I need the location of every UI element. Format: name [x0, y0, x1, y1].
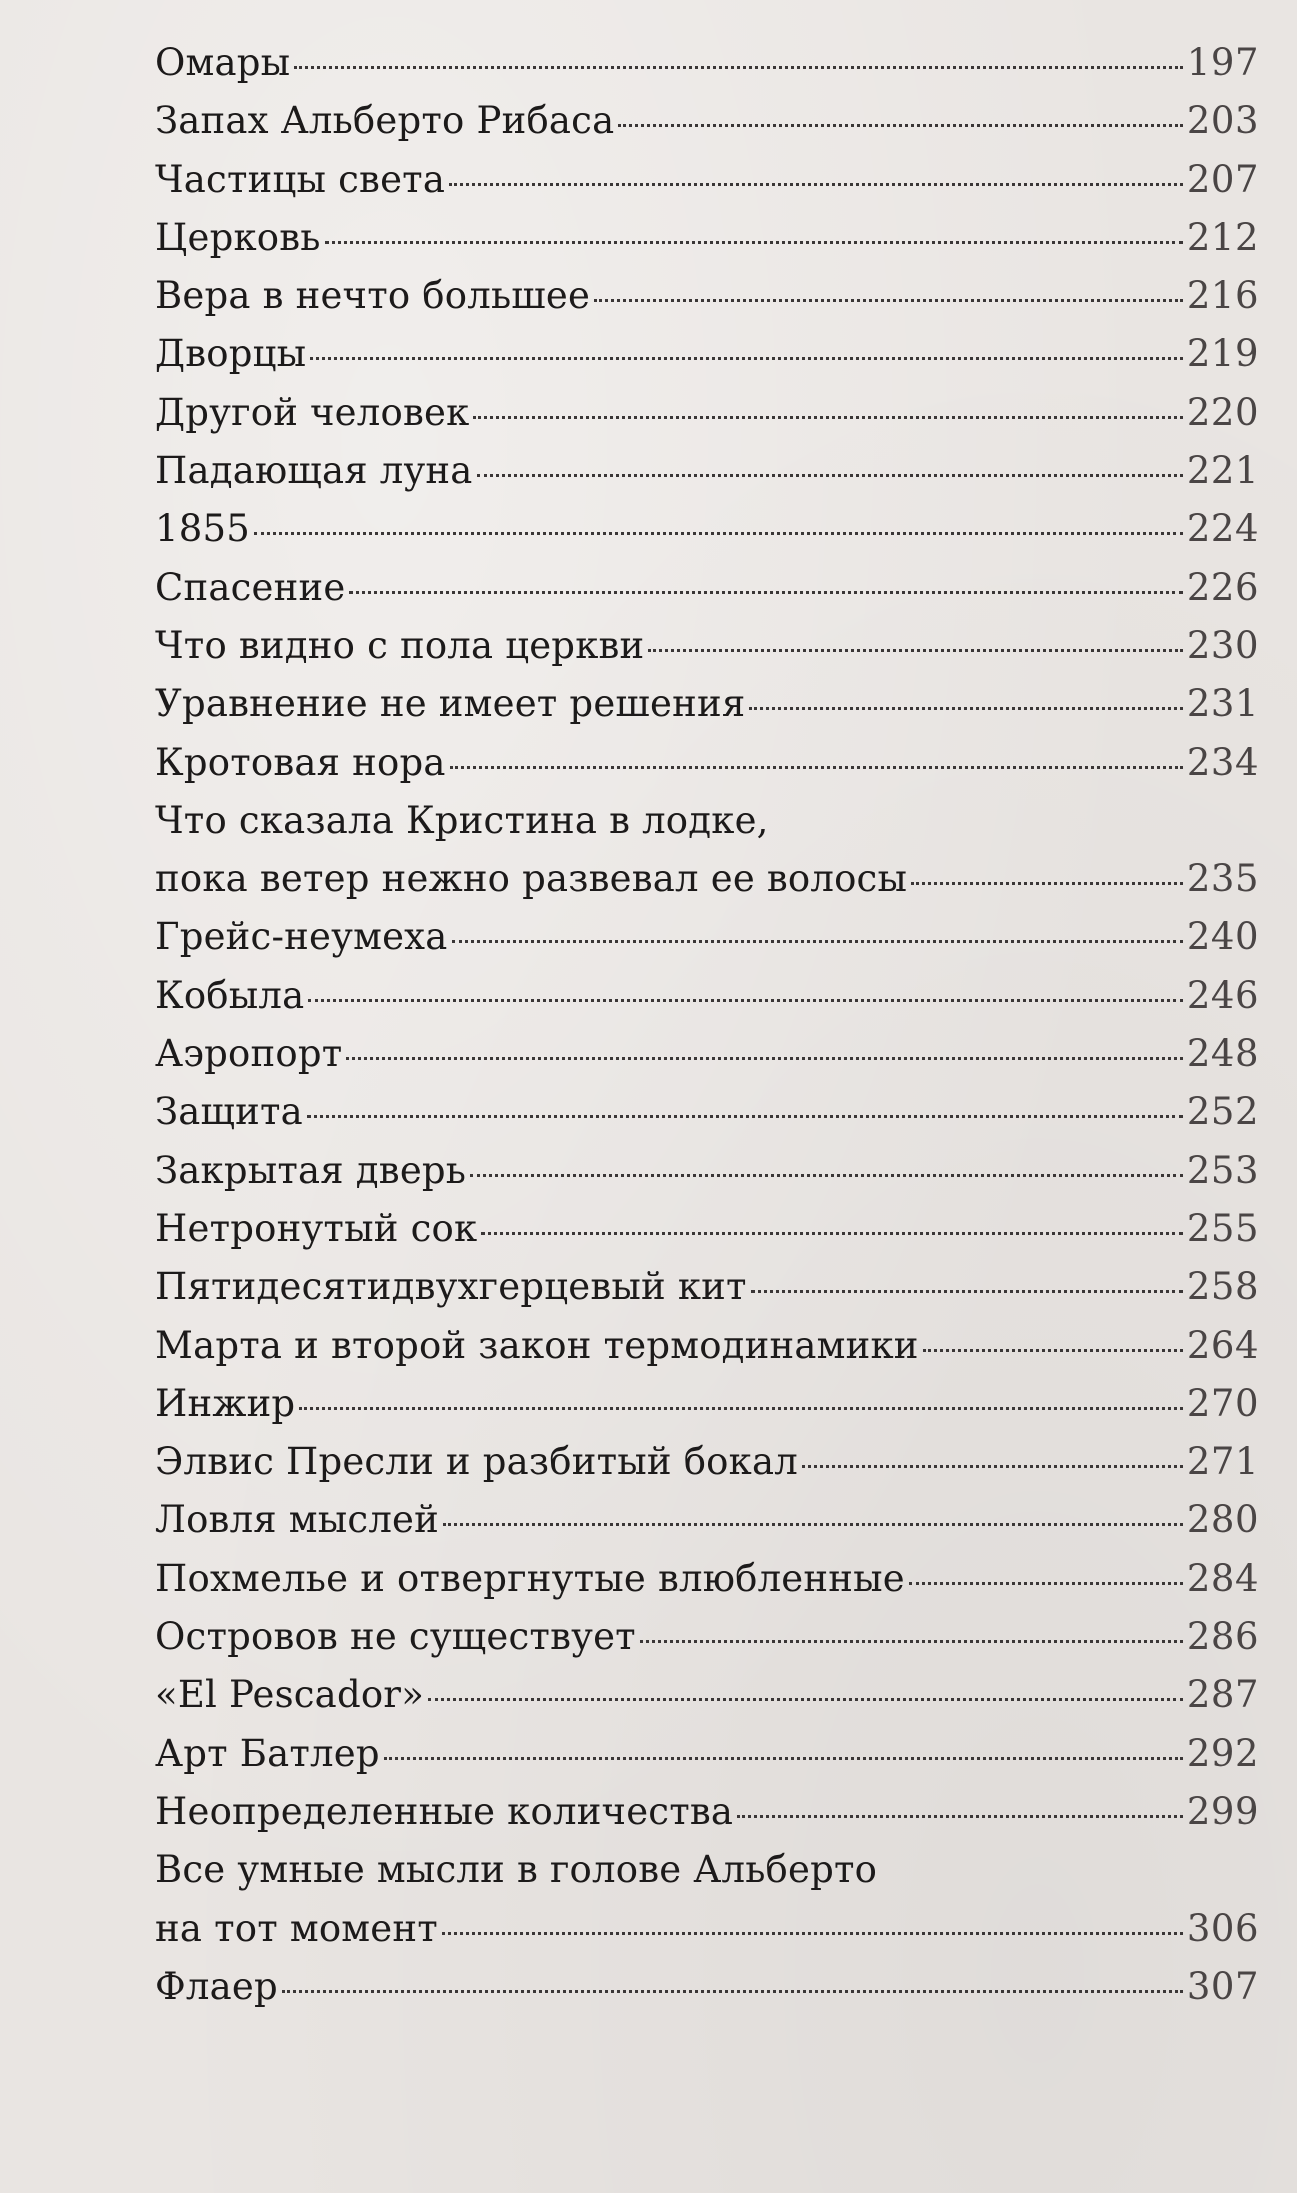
toc-entry	[155, 1258, 1259, 1316]
toc-title: Частицы света	[155, 157, 446, 201]
page-number: 299	[1186, 1789, 1259, 1833]
toc-entry	[155, 442, 1259, 500]
toc-title: Запах Альберто Рибаса	[155, 99, 615, 143]
toc-title: Уравнение не имеет решения	[155, 682, 746, 726]
toc-line	[155, 325, 1259, 383]
page-number: 252	[1186, 1090, 1259, 1134]
toc-entry	[155, 908, 1259, 966]
dot-leader	[473, 415, 1182, 419]
dot-leader	[428, 1697, 1183, 1701]
page-number: 287	[1186, 1673, 1259, 1717]
dot-leader	[254, 531, 1183, 535]
toc-entry	[155, 1666, 1259, 1724]
toc-line	[155, 1725, 1259, 1783]
toc-title: Все умные мысли в голове Альберто	[155, 1848, 878, 1892]
toc-entry	[155, 1433, 1259, 1491]
toc-title: Марта и второй закон термодинамики	[155, 1323, 919, 1367]
page-number: 255	[1186, 1206, 1259, 1250]
page-number: 292	[1186, 1731, 1259, 1775]
toc-entry	[155, 92, 1259, 150]
page-number: 207	[1186, 157, 1259, 201]
dot-leader	[594, 298, 1183, 302]
toc-title: Защита	[155, 1090, 303, 1134]
dot-leader	[443, 1522, 1183, 1526]
toc-title: Грейс-неумеха	[155, 915, 448, 959]
toc-line	[155, 384, 1259, 442]
toc-title: Омары	[155, 41, 291, 84]
toc-entry	[155, 1783, 1259, 1841]
toc-title: Островов не существует	[155, 1615, 636, 1659]
dot-leader	[481, 1231, 1183, 1235]
toc-entry	[155, 325, 1259, 383]
page-number: 306	[1186, 1906, 1259, 1950]
toc-line	[155, 1550, 1259, 1608]
toc-title: Ловля мыслей	[155, 1498, 440, 1542]
dot-leader	[294, 65, 1183, 69]
toc-entry	[155, 384, 1259, 442]
toc-entry	[155, 500, 1259, 558]
dot-leader	[618, 123, 1183, 127]
page-number: 270	[1186, 1381, 1259, 1425]
toc-line	[155, 209, 1259, 267]
toc-line	[155, 734, 1259, 792]
page-number: 226	[1186, 565, 1259, 609]
toc-title: Пятидесятидвухгерцевый кит	[155, 1265, 747, 1309]
toc-line	[155, 1317, 1259, 1375]
page-number: 246	[1186, 973, 1259, 1017]
toc-line	[155, 267, 1259, 325]
toc-entry	[155, 1608, 1259, 1666]
dot-leader	[648, 648, 1182, 652]
dot-leader	[449, 182, 1183, 186]
toc-title: Церковь	[155, 215, 321, 259]
dot-leader	[310, 356, 1183, 360]
page-number: 253	[1186, 1148, 1259, 1192]
toc-title: Падающая луна	[155, 449, 473, 493]
toc-entry	[155, 734, 1259, 792]
toc-title: Флаер	[155, 1964, 278, 2008]
dot-leader	[299, 1406, 1183, 1410]
page-number: 212	[1186, 215, 1259, 259]
toc-title: Что видно с пола церкви	[155, 623, 645, 667]
page-number: 307	[1186, 1964, 1259, 2008]
page-number: 280	[1186, 1498, 1259, 1542]
toc-entry	[155, 1200, 1259, 1258]
dot-leader	[909, 1581, 1183, 1585]
page-number: 248	[1186, 1032, 1259, 1076]
toc-title: Вера в нечто большее	[155, 274, 591, 318]
dot-leader	[640, 1639, 1183, 1643]
toc-title: Неопределенные количества	[155, 1789, 734, 1833]
toc-entry	[155, 1025, 1259, 1083]
toc-line	[155, 1783, 1259, 1841]
toc-entry	[155, 1375, 1259, 1433]
toc-title: Кротовая нора	[155, 740, 446, 784]
toc-entry	[155, 209, 1259, 267]
toc-line	[155, 967, 1259, 1025]
toc-line	[155, 1200, 1259, 1258]
toc-line	[155, 92, 1259, 150]
page-number: 231	[1186, 682, 1259, 726]
toc-entry	[155, 792, 1259, 909]
toc-entry	[155, 967, 1259, 1025]
dot-leader	[751, 1289, 1183, 1293]
toc-line	[155, 1958, 1259, 2016]
toc-line	[155, 675, 1259, 733]
page-number: 203	[1186, 99, 1259, 143]
toc-entry	[155, 151, 1259, 209]
page-number: 220	[1186, 390, 1259, 434]
dot-leader	[307, 1114, 1183, 1118]
toc-line	[155, 1900, 1259, 1958]
dot-leader	[308, 998, 1182, 1002]
toc-line	[155, 1375, 1259, 1433]
toc-entry	[155, 617, 1259, 675]
toc-entry	[155, 1550, 1259, 1608]
dot-leader	[802, 1464, 1183, 1468]
toc-line	[155, 1258, 1259, 1316]
page-number: 197	[1186, 41, 1259, 84]
toc-title: Кобыла	[155, 973, 305, 1017]
toc-line	[155, 1491, 1259, 1549]
toc-line	[155, 559, 1259, 617]
toc-line	[155, 1666, 1259, 1724]
toc-line	[155, 1142, 1259, 1200]
toc-title: Инжир	[155, 1381, 296, 1425]
toc-line	[155, 442, 1259, 500]
page-number: 284	[1186, 1556, 1259, 1600]
toc-entry	[155, 1317, 1259, 1375]
dot-leader	[911, 881, 1183, 885]
dot-leader	[349, 590, 1182, 594]
page-number: 258	[1186, 1265, 1259, 1309]
toc-line	[155, 1083, 1259, 1141]
toc-line	[155, 1025, 1259, 1083]
toc-title: Похмелье и отвергнутые влюбленные	[155, 1556, 905, 1600]
dot-leader	[477, 473, 1183, 477]
dot-leader	[737, 1814, 1183, 1818]
toc-title: Нетронутый сок	[155, 1206, 478, 1250]
page-number: 216	[1186, 274, 1259, 318]
toc-title: на тот момент	[155, 1906, 438, 1950]
toc-title: Другой человек	[155, 390, 470, 434]
toc-title: Спасение	[155, 565, 346, 609]
toc-line	[155, 850, 1259, 908]
toc-title: Дворцы	[155, 332, 307, 376]
dot-leader	[442, 1931, 1183, 1935]
toc-entry	[155, 1841, 1259, 1958]
toc-line	[155, 908, 1259, 966]
dot-leader	[450, 765, 1183, 769]
toc-line	[155, 792, 1259, 850]
toc-title: Что сказала Кристина в лодке,	[155, 798, 769, 842]
page-number: 230	[1186, 623, 1259, 667]
toc-title: пока ветер нежно развевал ее волосы	[155, 857, 908, 901]
toc-line	[155, 151, 1259, 209]
page-number: 219	[1186, 332, 1259, 376]
toc-line	[155, 617, 1259, 675]
toc-title: Элвис Пресли и разбитый бокал	[155, 1440, 798, 1484]
toc-title: 1855	[155, 507, 250, 551]
toc-entry	[155, 1142, 1259, 1200]
toc-title: «El Pescador»	[155, 1673, 425, 1717]
toc-line	[155, 500, 1259, 558]
toc-entry	[155, 675, 1259, 733]
toc-entry	[155, 1491, 1259, 1549]
toc-line	[155, 34, 1259, 92]
toc-line	[155, 1608, 1259, 1666]
dot-leader	[470, 1173, 1183, 1177]
page-number: 234	[1186, 740, 1259, 784]
table-of-contents	[155, 34, 1259, 2016]
page-number: 271	[1186, 1440, 1259, 1484]
toc-entry	[155, 559, 1259, 617]
toc-entry	[155, 1083, 1259, 1141]
page-number: 224	[1186, 507, 1259, 551]
page-number: 240	[1186, 915, 1259, 959]
dot-leader	[325, 240, 1183, 244]
toc-title: Арт Батлер	[155, 1731, 380, 1775]
page-number: 264	[1186, 1323, 1259, 1367]
toc-entry	[155, 34, 1259, 92]
dot-leader	[749, 706, 1183, 710]
page-number: 221	[1186, 449, 1259, 493]
dot-leader	[346, 1056, 1182, 1060]
page-number: 286	[1186, 1615, 1259, 1659]
toc-entry	[155, 1958, 1259, 2016]
toc-title: Закрытая дверь	[155, 1148, 467, 1192]
dot-leader	[452, 939, 1183, 943]
page-number: 235	[1186, 857, 1259, 901]
dot-leader	[384, 1756, 1183, 1760]
toc-entry	[155, 1725, 1259, 1783]
toc-line	[155, 1841, 1259, 1899]
toc-line	[155, 1433, 1259, 1491]
dot-leader	[923, 1348, 1183, 1352]
toc-title: Аэропорт	[155, 1032, 343, 1076]
toc-entry	[155, 267, 1259, 325]
dot-leader	[282, 1989, 1183, 1993]
